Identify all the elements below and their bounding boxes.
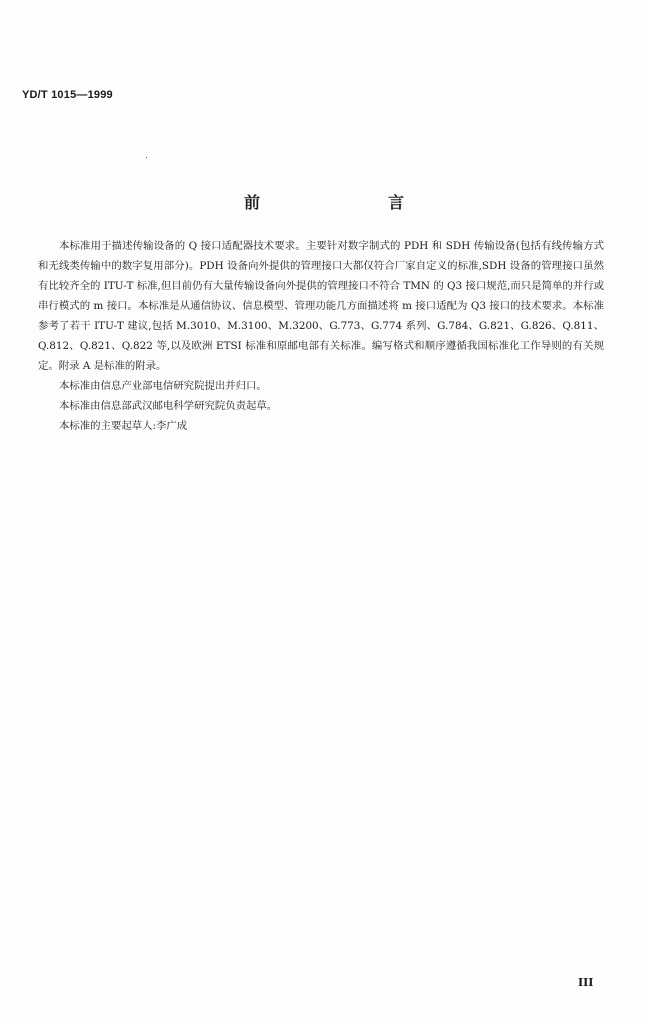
paragraph-proposer: 本标准由信息产业部电信研究院提出并归口。	[59, 380, 267, 392]
page-title: 前 言	[243, 193, 460, 212]
scan-speck	[146, 157, 147, 158]
body-text	[38, 236, 604, 436]
paragraph-scope: 本标准用于描述传输设备的 Q 接口适配器技术要求。主要针对数字制式的 PDH 和 SDH 传输设备(包括有线传输方式和无线类传输中的数字复用部分)。PDH 设备向外提供的管理接口大都仅符合厂家自定义的标准,SDH 设备的管理接口虽然有比较齐全的 ITU-T 标准,但目前仍有大量传输设备向外提供的管理接口不符合 TMN 的 Q3 接口规范,而只是简单的并行或串行模式的 m 接口。本标准是从通信协议、信息模型、管理功能几方面描述将 m 接口适配为 Q3 接口的技术要求。本标准参考了若干 ITU-T 建议,包括 M.3010、M.3100、M.3200、G.773、G.774 系列、G.784、G.821、G.826、Q.811、Q.812、Q.821、Q.822 等,以及欧洲 ETSI 标准和原邮电部有关标准。编写格式和顺序遵循我国标准化工作导则的有关规定。附录 A 是标准的附录。	[38, 240, 604, 372]
page-number: III	[578, 976, 594, 989]
paragraph-drafter-org: 本标准由信息部武汉邮电科学研究院负责起草。	[59, 400, 278, 412]
standard-code: YD/T 1015—1999	[22, 89, 113, 101]
paragraph-drafter-person: 本标准的主要起草人:李广成	[59, 420, 188, 432]
